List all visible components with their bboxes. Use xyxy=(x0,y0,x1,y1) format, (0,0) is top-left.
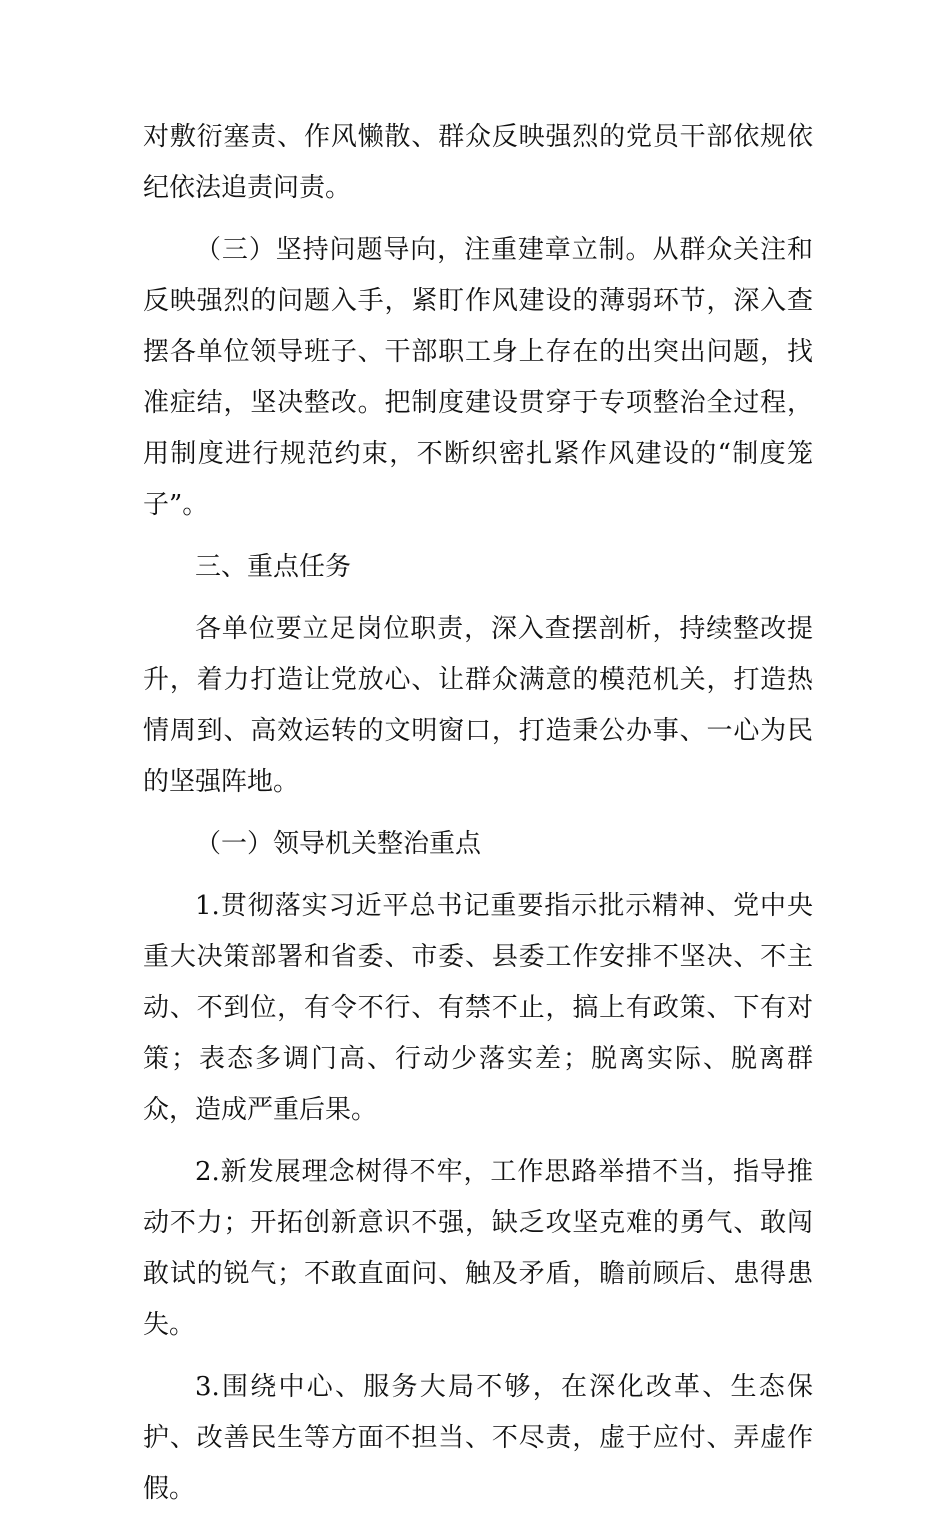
section-heading: 三、重点任务 xyxy=(195,552,352,582)
list-item-2: 2.新发展理念树得不牢，工作思路举措不当，指导推动不力；开拓创新意识不强，缺乏攻坚克难的勇气、敢闯敢试的锐气；不敢直面问、触及矛盾，瞻前顾后、患得患失。 xyxy=(143,1157,813,1340)
list-item-1: 1.贯彻落实习近平总书记重要指示批示精神、党中央重大决策部署和省委、市委、县委工作安排不坚决、不主动、不到位，有令不行、有禁不止，搞上有政策、下有对策；表态多调门高、行动少落实差；脱离实际、脱离群众，造成严重后果。 xyxy=(143,891,813,1125)
paragraph-1: 对敷衍塞责、作风懒散、群众反映强烈的党员干部依规依纪依法追责问责。 xyxy=(143,122,813,203)
list-item-3: 3.围绕中心、服务大局不够，在深化改革、生态保护、改善民生等方面不担当、不尽责，虚于应付、弄虚作假。 xyxy=(143,1372,813,1504)
paragraph-3: 各单位要立足岗位职责，深入查摆剖析，持续整改提升，着力打造让党放心、让群众满意的模范机关，打造热情周到、高效运转的文明窗口，打造秉公办事、一心为民的坚强阵地。 xyxy=(143,614,813,797)
document-body xyxy=(143,112,813,1526)
subsection-heading: （一）领导机关整治重点 xyxy=(195,829,482,859)
paragraph-2: （三）坚持问题导向，注重建章立制。从群众关注和反映强烈的问题入手，紧盯作风建设的薄弱环节，深入查摆各单位领导班子、干部职工身上存在的出突出问题，找准症结，坚决整改。把制度建设贯穿于专项整治全过程，用制度进行规范约束，不断织密扎紧作风建设的“制度笼子”。 xyxy=(143,235,813,520)
